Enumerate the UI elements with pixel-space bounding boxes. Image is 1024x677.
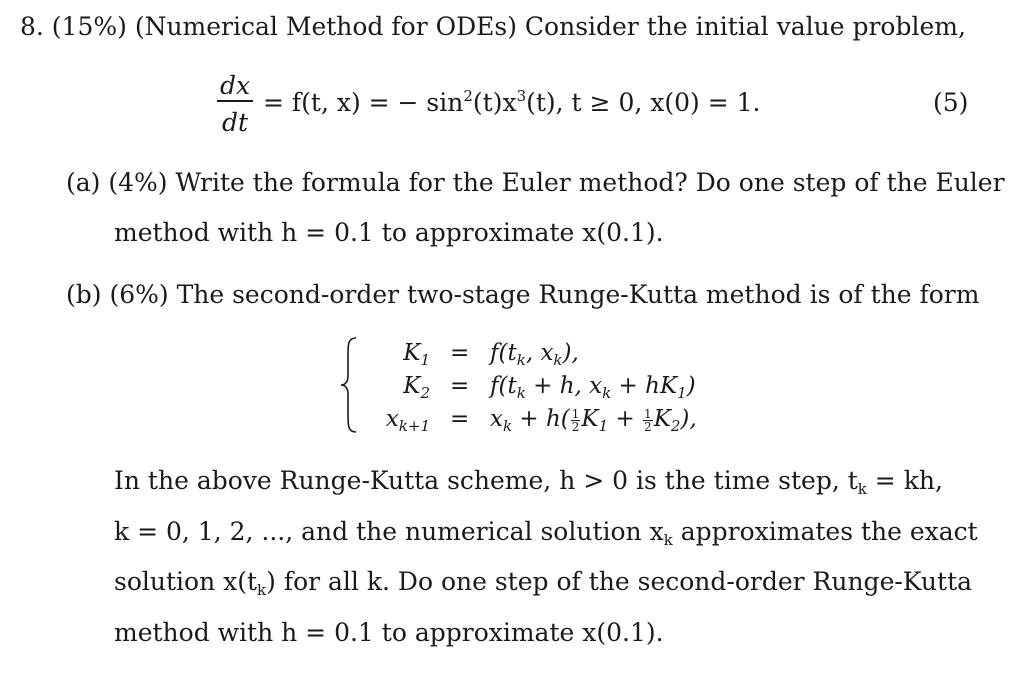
rk-k2-equals: = [450,373,470,399]
runge-kutta-system [340,336,760,436]
rk-x-rhs: $x_k + h$( $\frac{1}{2}$ $K_1$ + $\frac{1}{2}$ $K_2$), [490,406,697,435]
x-exponent: 3 [516,87,527,105]
rk-k1-lhs: $K_1$ [403,340,430,369]
part-b-para1: In the above Runge-Kutta scheme, h > 0 is the time step, $t_k$ = kh, [114,466,943,498]
part-b-para3: solution $x(t_k)$ for all k. Do one step of the second-order Runge-Kutta [114,567,973,599]
rk-x-equals: = [450,406,470,432]
rhs-part-a: = f(t, x) = − sin [263,88,464,117]
rhs-part-b: (t)x [472,88,517,117]
rk-x-lhs: $x_{k+1}$ [385,406,430,435]
fraction-bar [217,100,253,102]
fraction-denominator: dt [221,108,249,137]
fraction-numerator: dx [219,71,251,100]
rk-k1-equals: = [450,340,470,366]
half-fraction: $\frac{1}{2}$ [644,406,652,434]
rhs-part-c: (t), t ≥ 0, x(0) = 1. [526,88,761,117]
equation-rhs [263,88,760,117]
half-fraction: $\frac{1}{2}$ [571,406,580,434]
rk-k2-rhs: $f(t_k + h$, $x_k + hK_1$) [490,373,696,402]
part-a-line2: method with h = 0.1 to approximate x(0.1). [114,218,664,247]
sin-exponent: 2 [463,87,473,105]
rk-k2-lhs: $K_2$ [403,373,430,402]
rk-k1-rhs: $f(t_k$, $x_k$), [490,340,579,369]
equation-number: (5) [933,88,969,117]
part-b-para2: k = 0, 1, 2, ..., and the numerical solution $x_k$ approximates the exact [114,517,978,549]
part-a-line1: (a) (4%) Write the formula for the Euler method? Do one step of the Euler [66,168,1005,197]
problem-header: 8. (15%) (Numerical Method for ODEs) Consider the initial value problem, [20,12,966,41]
part-b-para4: method with h = 0.1 to approximate x(0.1). [114,618,664,647]
part-b-line1: (b) (6%) The second-order two-stage Runge-Kutta method is of the form [66,280,980,309]
